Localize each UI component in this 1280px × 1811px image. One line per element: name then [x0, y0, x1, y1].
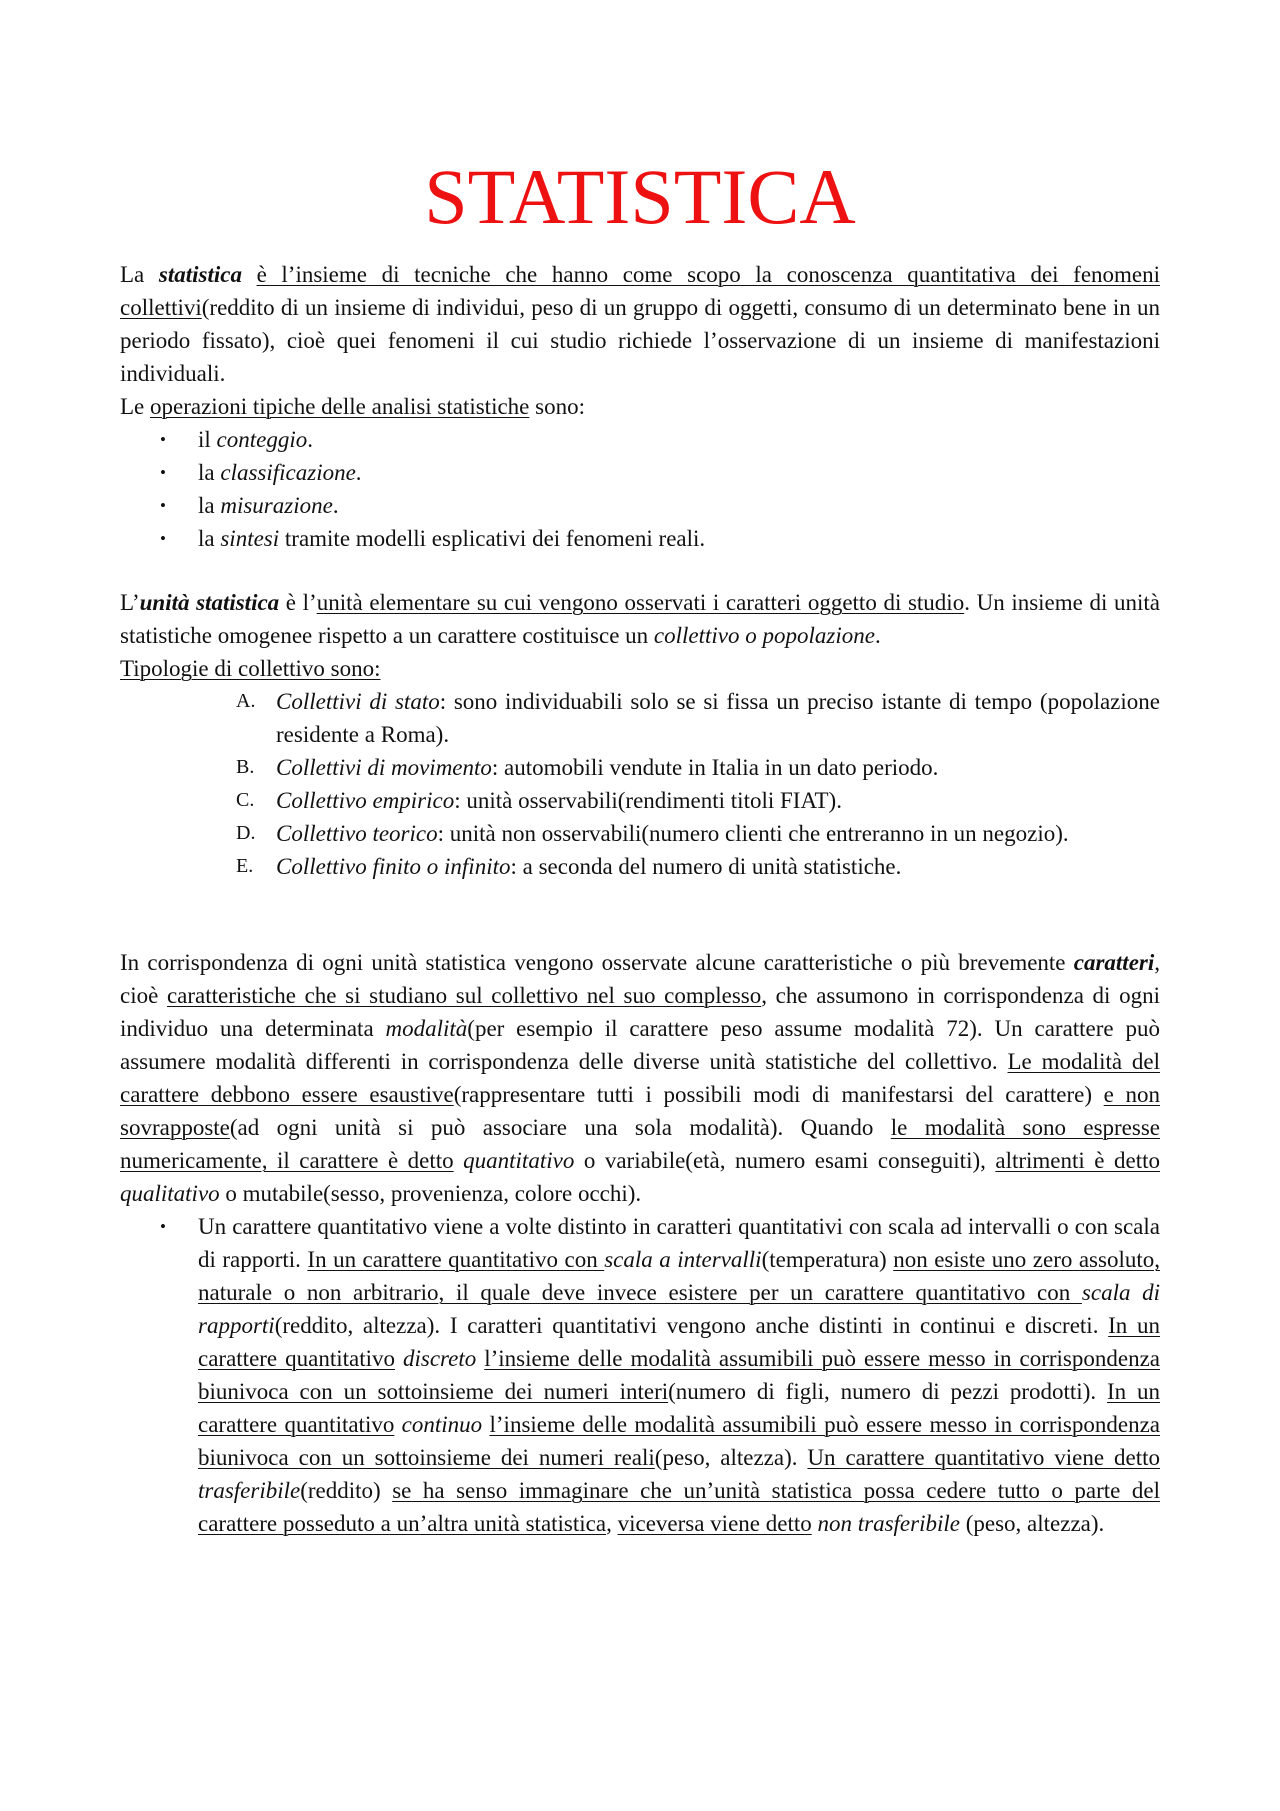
term-caratteri: caratteri	[1073, 950, 1155, 975]
unit-section	[120, 586, 1160, 883]
characters-paragraph: In corrispondenza di ogni unità statistica vengono osservate alcune caratteristiche o più brevemente caratteri, cioè caratteristiche che si studiano sul collettivo nel suo complesso, che assumono in corrispondenza di ogni individuo una determinata modalità(per esempio il carattere peso assume modalità 72). Un carattere può assumere modalità differenti in corrispondenza delle diverse unità statistiche del collettivo. Le modalità del carattere debbono essere esaustive(rappresentare tutti i possibili modi di manifestarsi del carattere) e non sovrapposte(ad ogni unità si può associare una sola modalità). Quando le modalità sono espresse numericamente, il carattere è detto quantitativo o variabile(età, numero esami conseguiti), altrimenti è detto qualitativo o mutabile(sesso, provenienza, colore occhi).	[120, 950, 1160, 1206]
operations-list	[120, 423, 1160, 555]
list-item: • la misurazione.	[120, 489, 1160, 522]
operations-intro: Le operazioni tipiche delle analisi statistiche sono:	[120, 394, 585, 419]
definition-underlined: è l’insieme di tecniche che hanno come scopo la conoscenza quantitativa dei fenomeni collettivi	[120, 262, 1161, 320]
list-item: B. Collettivi di movimento: automobili vendute in Italia in un dato periodo.	[236, 755, 939, 780]
list-item: • Un carattere quantitativo viene a volte distinto in caratteri quantitativi con scala ad intervalli o con scala di rapporti. In un carattere quantitativo con scala a intervalli(temperatura) non esiste uno zero assoluto, naturale o non arbitrario, il quale deve invece esistere per un carattere quantitativo con scala di rapporti(reddito, altezza). I caratteri quantitativi vengono anche distinti in continui e discreti. In un carattere quantitativo discreto l’insieme delle modalità assumibili può essere messo in corrispondenza biunivoca con un sottoinsieme dei numeri interi(numero di figli, numero di pezzi prodotti). In un carattere quantitativo continuo l’insieme delle modalità assumibili può essere messo in corrispondenza biunivoca con un sottoinsieme dei numeri reali(peso, altezza). Un carattere quantitativo viene detto trasferibile(reddito) se ha senso immaginare che un’unità statistica possa cedere tutto o parte del carattere posseduto a un’altra unità statistica, viceversa viene detto non trasferibile (peso, altezza).	[120, 1210, 1160, 1540]
list-item: • la sintesi tramite modelli esplicativi dei fenomeni reali.	[120, 522, 1160, 555]
list-item: • il conteggio.	[120, 423, 1160, 456]
list-item: C. Collettivo empirico: unità osservabili(rendimenti titoli FIAT).	[236, 788, 842, 813]
term-statistica: statistica	[158, 262, 242, 287]
page-title: STATISTICA	[424, 153, 856, 240]
list-item: E. Collettivo finito o infinito: a seconda del numero di unità statistiche.	[236, 854, 902, 879]
definition-section	[120, 258, 1160, 555]
list-item: A. Collettivi di stato: sono individuabili solo se si fissa un preciso istante di tempo (popolazione residente a Roma).	[236, 689, 1160, 747]
list-item: D. Collettivo teorico: unità non osservabili(numero clienti che entreranno in un negozio).	[236, 821, 1069, 846]
collective-types-heading: Tipologie di collettivo sono:	[120, 656, 381, 681]
collective-types-list	[120, 685, 1160, 883]
definition-paragraph: La statistica è l’insieme di tecniche che hanno come scopo la conoscenza quantitativa dei fenomeni collettivi(reddito di un insieme di individui, peso di un gruppo di oggetti, consumo di un determinato bene in un periodo fissato), cioè quei fenomeni il cui studio richiede l’osservazione di un insieme di manifestazioni individuali.	[120, 262, 1161, 386]
unit-paragraph: L’unità statistica è l’unità elementare su cui vengono osservati i caratteri oggetto di studio. Un insieme di unità statistiche omogenee rispetto a un carattere costituisce un collettivo o popolazione.	[120, 590, 1160, 648]
quantitative-list	[120, 1210, 1160, 1540]
term-unita-statistica: unità statistica	[139, 590, 280, 615]
list-item: • la classificazione.	[120, 456, 1160, 489]
characters-section	[120, 946, 1160, 1540]
